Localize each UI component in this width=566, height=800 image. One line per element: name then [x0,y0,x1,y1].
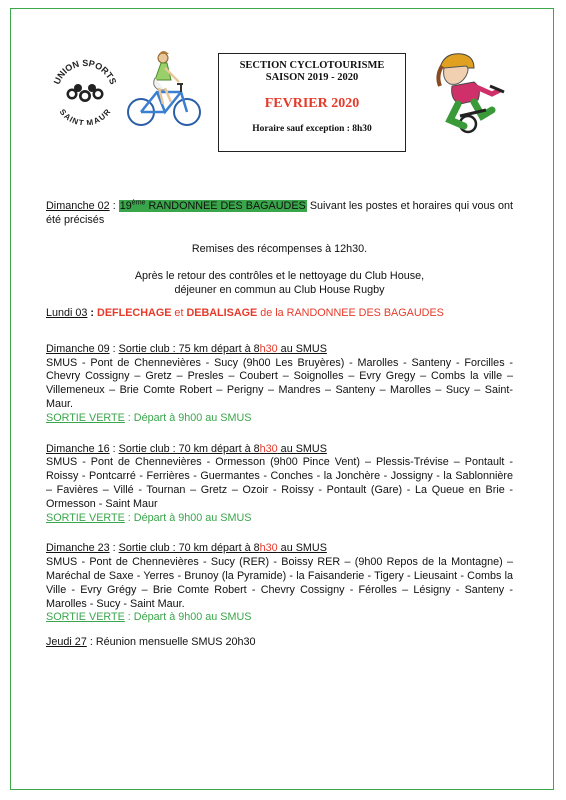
logo-top-text: UNION SPORTS [51,57,119,86]
event-day: Lundi 03 [46,306,88,319]
season-title: SAISON 2019 - 2020 [265,72,359,83]
monthly-program [46,200,513,650]
club-logo [50,55,120,125]
event-dimanche-16: Dimanche 16 : Sortie club : 70 km départ à 8h30 au SMUS [46,442,327,455]
sortie-verte-16: SORTIE VERTE : Départ à 9h00 au SMUS [46,511,252,524]
event-dimanche-09: Dimanche 09 : Sortie club : 75 km départ à 8h30 au SMUS [46,342,327,355]
route-dimanche-23: SMUS - Pont de Chennevières - Sucy (RER) - Boissy RER – (9h00 Repos de la Montagne) – Maréchal de Saxe - Yerres - Brunoy (la Pyramide) - la Faisanderie - Tigery - Lieusaint - Combs la Ville - Evry Grégy – Brie Comte Robert - Chevry Cossigny - Férolles – Lésigny - Santeny - Marolles - Sucy - Saint Maur. [46,556,513,610]
header-box [218,53,406,152]
lunch-note-line2: déjeuner en commun au Club House Rugby [174,284,385,297]
event-day: Dimanche 16 [46,442,110,455]
default-hours: Horaire sauf exception : 8h30 [252,124,372,134]
cyclist-left-illustration [125,48,203,128]
highlighted-event-title: 19ème RANDONNEE DES BAGAUDES [119,199,306,212]
cyclist-right-illustration [430,40,510,135]
event-day: Jeudi 27 [46,636,87,649]
lunch-note-line1: Après le retour des contrôles et le nettoyage du Club House, [134,270,425,283]
event-jeudi-27: Jeudi 27 : Réunion mensuelle SMUS 20h30 [46,636,256,649]
event-day: Dimanche 23 [46,542,110,555]
route-dimanche-16: SMUS - Pont de Chennevières - Ormesson (9h00 Pince Vent) – Plessis-Trévise – Pontault - Roissy - Pontcarré - Ferrières - Guermantes - Conches - la Jonchère - Jossigny - la Sablonnière – Favières – Villé - Tournan – Gretz – Ozoir - Roissy - Pontault (Gare) - La Queue en Brie - Ormesson - Saint Maur [46,456,513,510]
event-lundi-03: Lundi 03 : DEFLECHAGE et DEBALISAGE de la RANDONNEE DES BAGAUDES [46,306,444,319]
event-dimanche-02: Dimanche 02 : 19ème RANDONNEE DES BAGAUDES Suivant les postes et horaires qui vous ont été précisés [46,199,514,226]
section-title: SECTION CYCLOTOURISME [239,60,385,71]
logo-bottom-text: SAINT MAUR [57,107,113,125]
route-dimanche-09: SMUS - Pont de Chennevières - Sucy (9h00 Les Bruyères) - Marolles - Santeny - Forcilles - Chevry Cossigny – Gretz – Presles – Coubert – Soignolles – Evry Gregy – Combs la ville – Villemeneux – Brie Comte Robert – Perigny – Mandres – Santeny – Marolles – Sucy – Saint-Maur. [46,356,513,410]
event-dimanche-23: Dimanche 23 : Sortie club : 70 km départ à 8h30 au SMUS [46,542,327,555]
month-title: FEVRIER 2020 [264,96,360,111]
sortie-club: Sortie club : 70 km départ à 8h30 au SMUS [118,442,327,455]
sortie-club: Sortie club : 75 km départ à 8h30 au SMUS [118,342,327,355]
sortie-verte-23: SORTIE VERTE : Départ à 9h00 au SMUS [46,611,252,624]
sortie-club: Sortie club : 70 km départ à 8h30 au SMUS [118,542,327,555]
event-day: Dimanche 02 [46,200,110,212]
event-day: Dimanche 09 [46,342,110,355]
awards-note: Remises des récompenses à 12h30. [191,242,368,255]
sortie-verte-09: SORTIE VERTE : Départ à 9h00 au SMUS [46,411,252,424]
